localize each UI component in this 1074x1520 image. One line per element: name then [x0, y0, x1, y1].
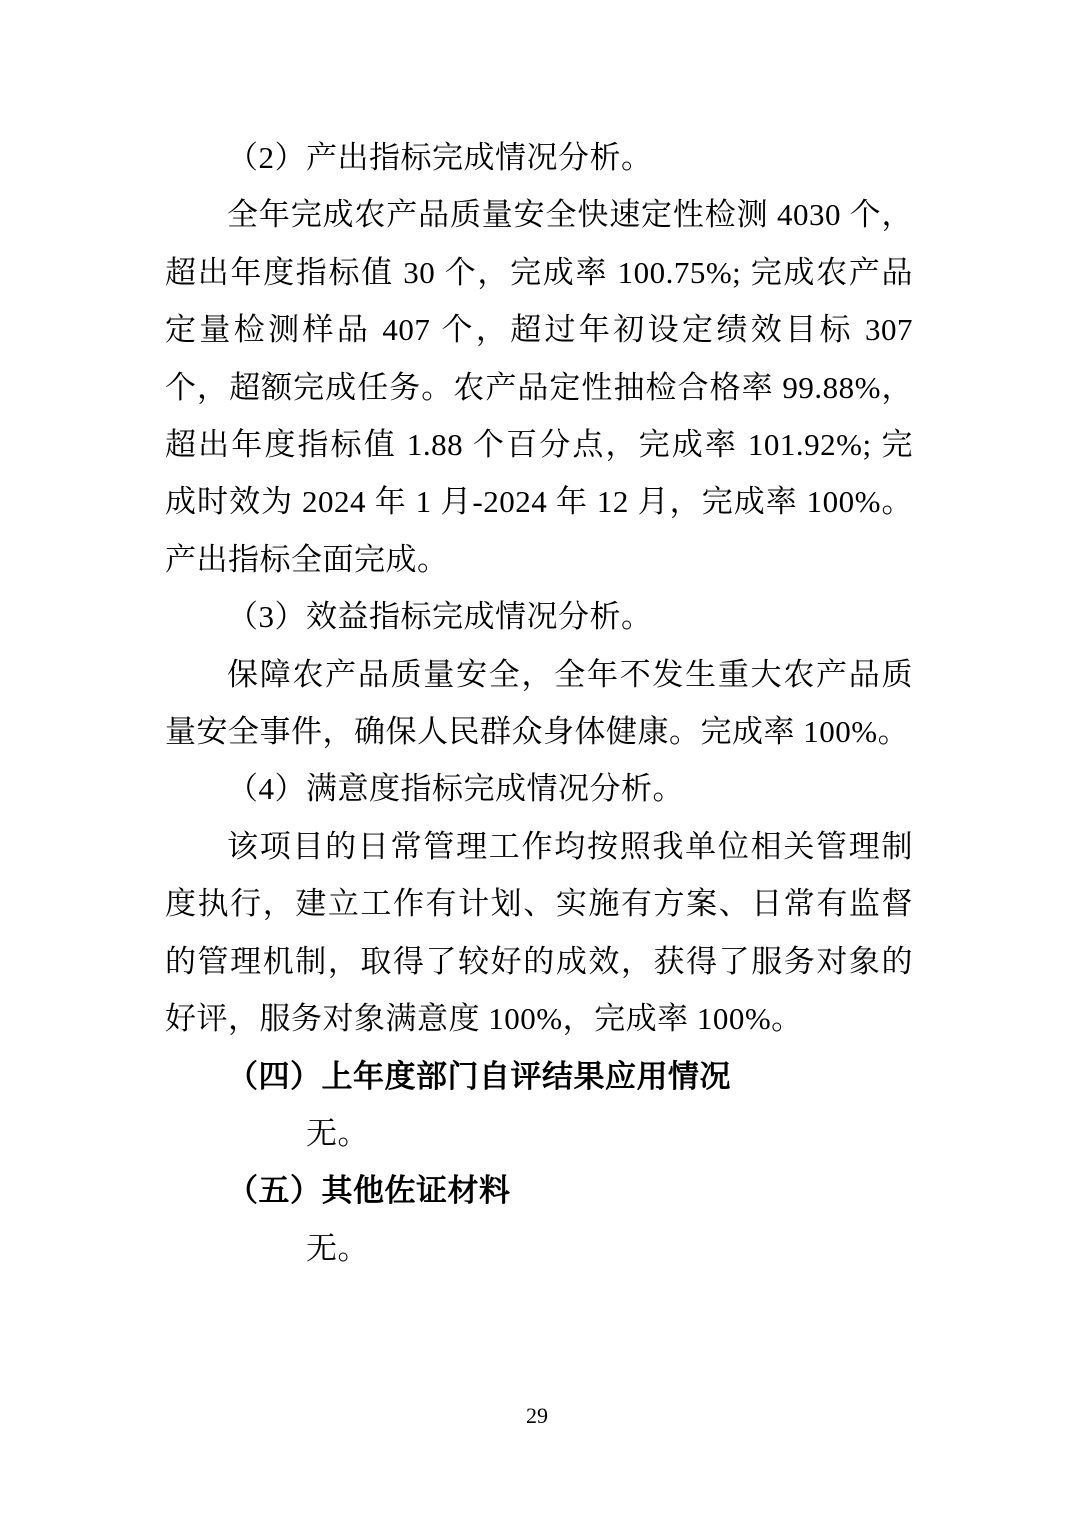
subheading-output-indicators: （2）产出指标完成情况分析。	[227, 140, 653, 175]
paragraph-none-2: 无。	[306, 1230, 370, 1266]
heading-other-supporting-materials: （五）其他佐证材料	[227, 1173, 511, 1209]
page-content	[165, 129, 913, 1277]
paragraph-benefit-indicators-analysis: 保障农产品质量安全，全年不发生重大农产品质量安全事件，确保人民群众身体健康。完成率 100%。	[165, 656, 913, 750]
paragraph-none-1: 无。	[306, 1115, 370, 1151]
subheading-satisfaction-indicators: （4）满意度指标完成情况分析。	[227, 771, 684, 807]
paragraph-output-indicators-analysis: 全年完成农产品质量安全快速定性检测 4030 个，超出年度指标值 30 个，完成率 100.75%; 完成农产品定量检测样品 407 个，超过年初设定绩效目标 307 个，超额完成任务。农产品定性抽检合格率 99.88%，超出年度指标值 1.88 个百分点，完成率 101.92%; 完成时效为 2024 年 1 月-2024 年 12 月，完成率 100%。产出指标全面完成。	[165, 197, 913, 577]
paragraph-satisfaction-indicators-analysis: 该项目的日常管理工作均按照我单位相关管理制度执行，建立工作有计划、实施有方案、日常有监督的管理机制，取得了较好的成效，获得了服务对象的好评，服务对象满意度 100%，完成率 100%。	[165, 828, 913, 1037]
page-number: 29	[526, 1403, 548, 1428]
subheading-benefit-indicators: （3）效益指标完成情况分析。	[227, 599, 653, 635]
heading-previous-year-self-evaluation-usage: （四）上年度部门自评结果应用情况	[227, 1058, 731, 1094]
